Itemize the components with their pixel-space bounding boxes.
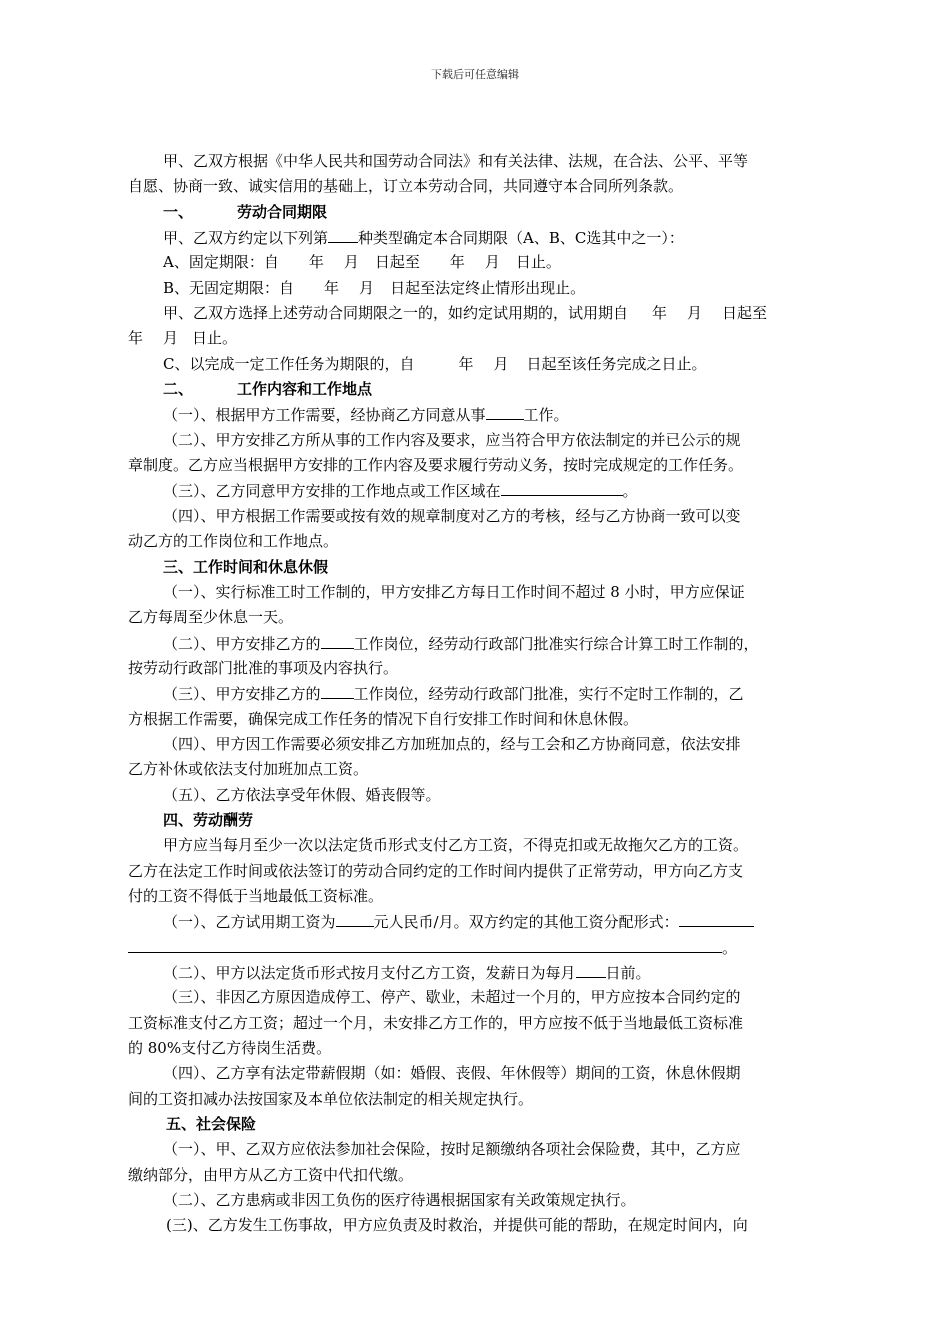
contract-line [128,1011,828,1036]
line-text: 乙方每周至少休息一天。 [128,608,294,627]
line-text: 间的工资扣减办法按国家及本单位依法制定的相关规定执行。 [128,1089,534,1108]
contract-line [128,605,828,630]
contract-line [128,1036,828,1061]
line-text: 方根据工作需要，确保完成工作任务的情况下自行安排工作时间和休息休假。 [128,709,639,728]
line-text: 缴纳部分，由甲方从乙方工资中代扣代缴。 [128,1165,414,1184]
line-text: 乙方在法定工作时间或依法签订的劳动合同约定的工作时间内提供了正常劳动，甲方向乙方支 [128,861,744,880]
line-text: 工作。 [523,406,569,425]
contract-line [128,985,828,1010]
contract-line [128,859,828,884]
line-text: 年 [128,329,144,348]
contract-line [128,174,828,199]
line-text: （二）、甲方安排乙方所从事的工作内容及要求，应当符合甲方依法制定的并已公示的规 [163,430,741,449]
contract-line [128,301,828,326]
line-text: （三）、甲方安排乙方的 [163,685,321,704]
line-text: 月 [687,304,703,323]
line-text: （二）、甲方以法定货币形式按月支付乙方工资，发薪日为每月 [163,964,576,982]
line-text: （一）、实行标准工时工作制的，甲方安排乙方每日工作时间不超过 8 小时，甲方应保证 [163,582,745,601]
line-text: 动乙方的工作岗位和工作地点。 [128,532,339,551]
contract-line [128,1112,828,1137]
line-text: 甲、乙双方根据《中华人民共和国劳动合同法》和有关法律、法规，在合法、公平、平等 [163,152,749,170]
line-text: 月 [359,278,375,297]
line-text: （一）、根据甲方工作需要，经协商乙方同意从事 [163,406,486,425]
contract-line [128,631,828,656]
line-text: 甲方应当每月至少一次以法定货币形式支付乙方工资，不得克扣或无故拖欠乙方的工资。 [163,836,749,855]
line-text: 工资标准支付乙方工资；超过一个月，未安排乙方工作的，甲方应按不低于当地最低工资标准 [128,1013,744,1032]
contract-line [128,276,828,301]
contract-line [128,707,828,732]
line-text: 章制度。乙方应当根据甲方安排的工作内容及要求履行劳动义务，按时完成规定的工作任务。 [128,456,744,475]
line-text: 月 [493,354,509,373]
line-text: （一）、乙方试用期工资为 [163,913,336,932]
line-text: 。 [722,938,738,957]
line-text: 日起至该任务完成之日止。 [526,354,707,373]
contract-line [128,935,828,960]
line-text: （四）、甲方根据工作需要或按有效的规章制度对乙方的考核，经与乙方协商一致可以变 [163,506,741,525]
contract-line [128,757,828,782]
contract-line [128,402,828,427]
line-text: 年 [458,354,474,373]
line-text: （二）、甲方安排乙方的 [163,634,321,653]
line-text: 一、 [163,202,194,221]
line-text: 日起至 [374,253,420,272]
fill-in-blank [336,909,374,927]
line-text: 年 [308,253,324,272]
line-text: 二、 [163,380,194,399]
line-text: 按劳动行政部门批准的事项及内容执行。 [128,658,399,677]
line-text: （四）、乙方享有法定带薪假期（如：婚假、丧假、年休假等）期间的工资，休息休假期 [163,1064,741,1083]
line-text: （五）、乙方依法享受年休假、婚丧假等。 [163,785,441,804]
contract-line [128,478,828,503]
contract-line [128,555,828,580]
contract-line [128,428,828,453]
line-text: 四、劳动酬劳 [163,810,254,829]
contract-line [128,1163,828,1188]
contract-line [128,1061,828,1086]
line-text: 甲、乙双方约定以下列第 [163,229,329,248]
contract-line [128,909,828,934]
fill-in-blank [679,909,754,927]
line-text: 乙方补休或依法支付加班加点工资。 [128,760,369,779]
fill-in-blank [486,402,524,420]
contract-line [128,453,828,478]
line-text: 月 [343,253,359,272]
line-text: （二）、乙方患病或非因工负伤的医疗待遇根据国家有关政策规定执行。 [163,1191,636,1210]
line-text: 月 [163,329,179,348]
line-text: 日起至法定终止情形出现止。 [390,278,586,297]
line-text: 日止。 [515,253,561,272]
line-text: C、以完成一定工作任务为期限的，自 [163,354,415,373]
contract-line [128,225,828,250]
contract-line [128,377,828,402]
line-text: 年 [449,253,465,272]
contract-line [128,732,828,757]
line-text: 劳动合同期限 [237,202,328,221]
line-text: 年 [324,278,340,297]
contract-line [128,808,828,833]
line-text: 日起至 [722,304,768,323]
contract-line [128,833,828,858]
line-text: （四）、甲方因工作需要必须安排乙方加班加点的，经与工会和乙方协商同意，依法安排 [163,734,741,753]
contract-line [128,884,828,909]
contract-line [128,250,828,275]
line-text: 工作内容和工作地点 [237,380,373,399]
fill-in-blank [328,225,358,243]
fill-in-blank [501,478,623,496]
line-text: 日止。 [192,329,238,348]
line-text: 种类型确定本合同期限（A、B、C选其中之一）： [358,229,684,248]
line-text: 工作岗位，经劳动行政部门批准，实行不定时工作制的，乙 [353,685,744,704]
contract-line [128,783,828,808]
line-text: 日前。 [605,964,651,982]
line-text: 。 [622,482,638,501]
contract-line [128,656,828,681]
contract-line [128,1213,828,1238]
fill-in-blank [576,960,606,978]
contract-line [128,504,828,529]
line-text: 工作岗位，经劳动行政部门批准实行综合计算工时工作制的， [353,634,759,653]
line-text: (三)、乙方发生工伤事故，甲方应负责及时救治，并提供可能的帮助，在规定时间内，向 [166,1216,748,1235]
line-text: 甲、乙双方选择上述劳动合同期限之一的，如约定试用期的，试用期自 [163,304,629,323]
contract-line [128,200,828,225]
line-text: （三）、非因乙方原因造成停工、停产、歇业，未超过一个月的，甲方应按本合同约定的 [163,988,741,1007]
contract-line [128,960,828,985]
contract-body [128,149,828,1239]
fill-in-blank [128,935,722,953]
contract-line [128,149,828,174]
line-text: （一）、甲、乙双方应依法参加社会保险，按时足额缴纳各项社会保险费，其中，乙方应 [163,1140,741,1159]
contract-line [128,1188,828,1213]
contract-line [128,580,828,605]
line-text: 月 [484,253,500,272]
fill-in-blank [321,631,354,649]
contract-line [128,326,828,351]
contract-line [128,681,828,706]
line-text: 元人民币/月。双方约定的其他工资分配形式： [373,913,679,932]
line-text: 付的工资不得低于当地最低工资标准。 [128,886,384,905]
line-text: A、固定期限：自 [163,253,279,272]
line-text: 的 80%支付乙方待岗生活费。 [128,1039,332,1058]
page-header: 下载后可任意编辑 [431,68,519,81]
line-text: 三、工作时间和休息休假 [163,557,329,576]
contract-line [128,1137,828,1162]
contract-line [128,1087,828,1112]
contract-line [128,529,828,554]
line-text: B、无固定期限：自 [163,278,295,297]
line-text: （三）、乙方同意甲方安排的工作地点或工作区域在 [163,482,501,501]
fill-in-blank [321,681,354,699]
contract-line [128,352,828,377]
line-text: 年 [652,304,668,323]
line-text: 五、社会保险 [166,1115,257,1134]
line-text: 自愿、协商一致、诚实信用的基础上，订立本劳动合同，共同遵守本合同所列条款。 [128,177,684,196]
